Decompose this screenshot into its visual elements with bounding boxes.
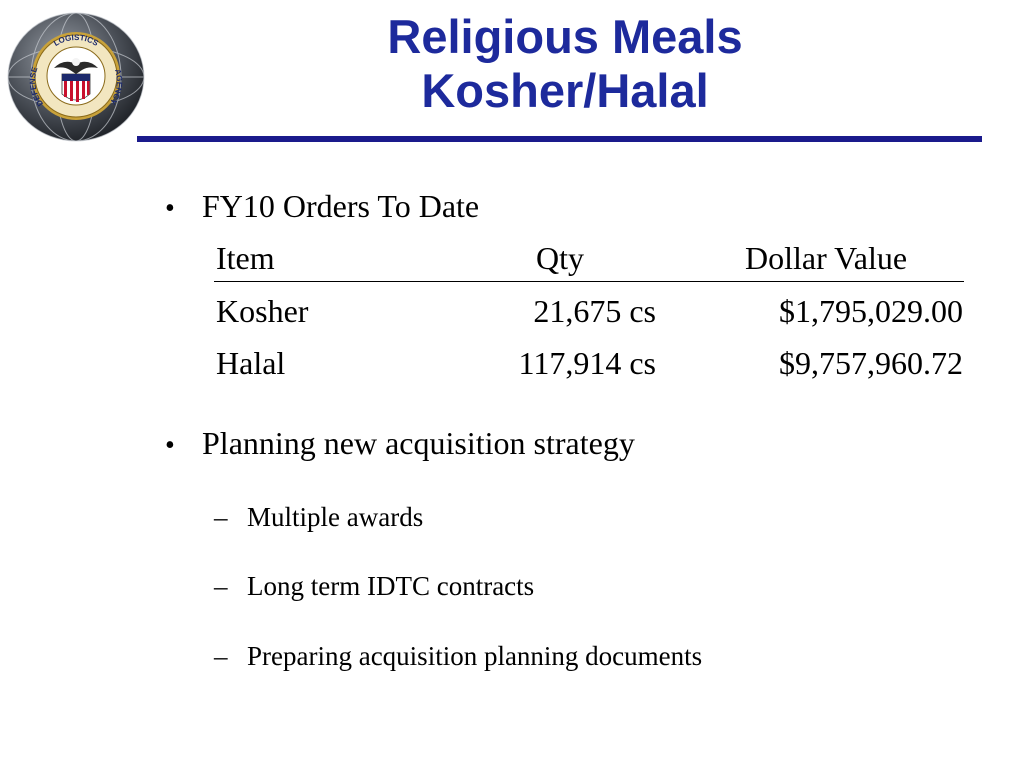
sub-bullet-text: Multiple awards [247,502,424,532]
sub-bullet [214,501,423,533]
sub-bullet-marker: – [214,571,228,601]
cell-dollar-value: $1,795,029.00 [779,293,963,329]
title-line-1: Religious Meals [387,10,743,63]
sub-bullet-text: Preparing acquisition planning documents [247,641,703,671]
sub-bullet-text: Long term IDTC contracts [247,571,535,601]
strategy-heading: Planning new acquisition strategy [202,425,635,461]
bullet-orders [165,187,479,228]
logo-ring-text-right: AGENCY [108,68,124,107]
sub-bullet [214,570,534,602]
column-header-dollar-value: Dollar Value [745,240,908,276]
cell-qty: 21,675 cs [533,293,656,329]
cell-item: Kosher [216,293,309,329]
bullet-marker: • [165,193,175,224]
sub-bullet-marker: – [214,641,228,671]
bullet-marker: • [165,430,175,461]
slide-title [140,10,990,118]
cell-qty: 117,914 cs [518,345,656,381]
cell-dollar-value: $9,757,960.72 [779,345,963,381]
sub-bullet-marker: – [214,502,228,532]
title-divider [137,136,982,142]
title-line-2: Kosher/Halal [421,64,709,117]
logo-ring-text-left: DEFENSE [28,65,45,108]
table-header-rule [214,281,964,282]
dla-logo [6,10,146,144]
column-header-qty: Qty [536,240,584,276]
cell-item: Halal [216,345,286,381]
bullet-strategy [165,424,635,465]
orders-heading: FY10 Orders To Date [202,188,480,224]
logo-ring-text-top: LOGISTICS [52,32,100,48]
column-header-item: Item [216,240,275,276]
sub-bullet [214,640,702,672]
